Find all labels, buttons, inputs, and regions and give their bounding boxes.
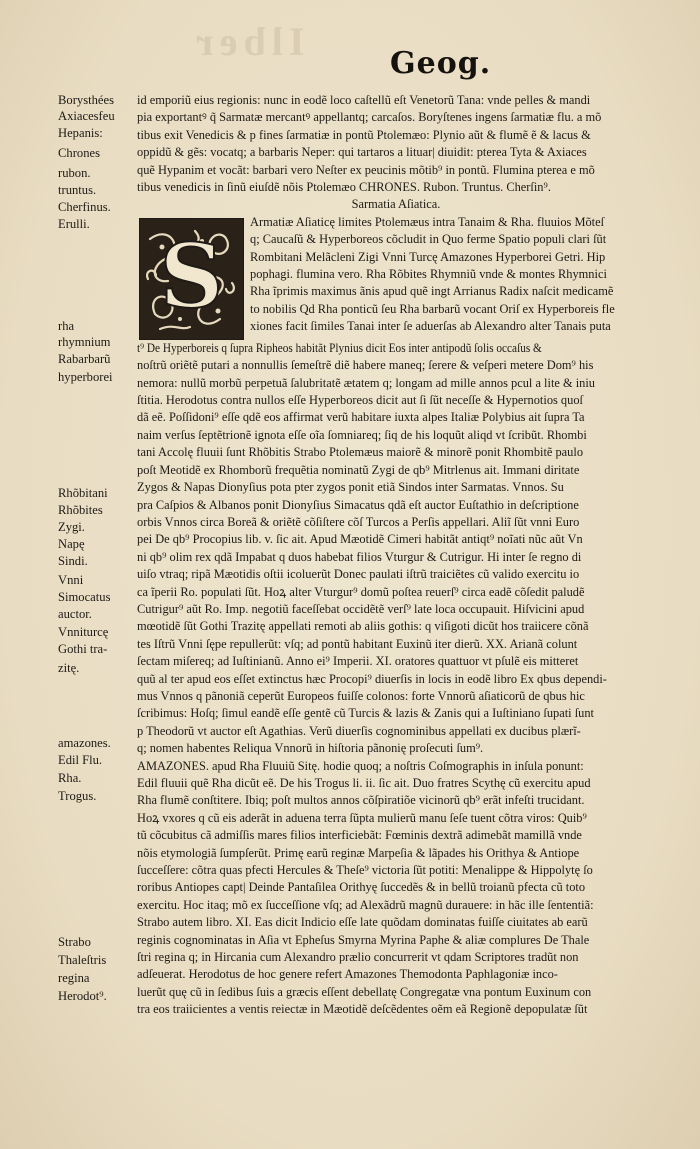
text-line: exercitu. Hoc itaq; mõ ex ſucceſſione vſq; ad Alexãdrũ magnũ durauere: in hãc ille ſententiã: bbox=[137, 897, 594, 912]
text-line: Rha flumẽ conſtitere. Ibiq; poſt multos annos cõſpiratiõe vicinorũ qb⁹ erãt infeſti trucidant. bbox=[137, 793, 585, 808]
margin-note: Axiacesfeu bbox=[58, 109, 115, 123]
margin-note: Erulli. bbox=[58, 217, 90, 231]
text-line: tra eos traiicientes a ventis reiectæ in Mæotidẽ deſcẽdentes oẽm eã Regionẽ depopulatæ ſũt bbox=[137, 1002, 588, 1017]
text-line: quẽ Hypanim et vocãt: barbari vero Neſter ex peucinis mõtib⁹ in pontũ. Flumina pterea e mõ bbox=[137, 162, 595, 177]
text-line: q; Caucaſũ & Hyperboreos cõcludit in Quo ferme Spatio populi clari ſũt bbox=[250, 232, 607, 247]
text-line: Cutrigur⁹ aũt Ro. Imp. negotiũ faceſſebat occidẽtẽ verſ⁹ late loca occupauit. Hiſvicini apud bbox=[137, 601, 585, 616]
text-line: ſectam miſereq; ad Iuſtinianũ. Anno ei⁹ Imperii. XI. oratores quattuor vt pſulẽ eis mitteret bbox=[137, 654, 579, 669]
text-line: luerũt quę cũ in ſedibus ſuis a græcis eſſent debellatę Congregatæ vna pontum Euxinum con bbox=[137, 984, 592, 999]
text-line: dã eẽ. Poſſidoni⁹ eſſe qdẽ eos affirmat verũ habitare iuxta alpes Italiæ Polybius ait ſupra Ta bbox=[137, 410, 585, 425]
text-line: naim verſus ſeptẽtrionẽ ignota eſſe oĩa ſomniareq; ſiq de his loquũt aliqd vt ſcribũt. Rhombi bbox=[137, 427, 587, 442]
margin-note: Zygi. bbox=[58, 520, 85, 534]
margin-note: Trogus. bbox=[58, 789, 97, 803]
text-line: ſucceſſere: cõtra quas pfecti Hercules & Theſe⁹ victoria ſũt potiti: Menalippe & Hippolytę ſo bbox=[137, 863, 593, 878]
main-text bbox=[137, 92, 655, 1019]
text-line: Strabo autem libro. XI. Eas dicit Indicio eſſe late quõdam dominatas fuiſſe ciuitates ab earũ bbox=[137, 915, 588, 930]
margin-note: Herodot⁹. bbox=[58, 989, 107, 1003]
paragraph-boristhenes bbox=[137, 92, 655, 196]
text-line: id emporiũ eius regionis: nunc in eodẽ loco caſtellũ eſt Venetorũ Tana: vnde pelles & mandi bbox=[137, 93, 591, 107]
margin-note: Rabarbarũ bbox=[58, 352, 111, 366]
text-line: ſtri regina q; in Hircania cum Alexandro prælio concurrerit vt qdam Scriptores tradũt non bbox=[137, 950, 579, 965]
margin-notes bbox=[58, 92, 134, 1052]
text-line: orbis Vnnos circa Boreã & oriẽtẽ cõſiſtere cõſ Turcos a Perſis appellari. Aliĩ ſũt vnni Euro bbox=[137, 514, 580, 529]
text-line: nemora: nullũ morbũ perpetuã ſalubritatẽ ætatem q; longam ad mille annos pcul a lite & iniu bbox=[137, 375, 595, 390]
text-line: adſeuerat. Herodotus de hoc genere refert Amazones Themodonta Paphlagoniæ inco- bbox=[137, 967, 558, 982]
margin-note: Simocatus bbox=[58, 590, 111, 604]
text-line: ca ĩperii Ro. populati ſũt. Hoꝝ alter Vturgur⁹ domũ poſtea reuerſ⁹ circa eadẽ cõſedit paludẽ bbox=[137, 584, 585, 599]
text-line: nõis etymologiã ſumpſerũt. Primę earũ reginæ Marpeſia & lãpades his Orithya & Antiope bbox=[137, 845, 580, 860]
margin-note: truntus. bbox=[58, 183, 97, 197]
margin-note: rhymnium bbox=[58, 335, 111, 349]
margin-note: Cherfinus. bbox=[58, 200, 111, 214]
margin-note: Vnni bbox=[58, 573, 84, 587]
text-line: q; nomen habentes Reliqua Vnnorũ in hiſtoria pãnonię proſecuti ſum⁹. bbox=[137, 741, 484, 756]
text-line: mus Vnnos q pãnoniã ceperũt Europeos fuiſſe colonos: forte Vnnorũ aſiaticorũ de qbus hic bbox=[137, 688, 585, 703]
text-line: Rha ĩprimis maximus ãnis apud quẽ ingt Arrianus Radix naſcit medicamẽ bbox=[250, 284, 614, 299]
text-line: pia exportantꝰ q̃ Sarmatæ mercantꝰ appellantq; carcaſos. Boryſtenes ingens ſarmatiæ flu. a mõ bbox=[137, 110, 602, 125]
margin-note: Hepanis: bbox=[58, 126, 103, 140]
margin-note: rha bbox=[58, 319, 75, 333]
text-line: tibus venedicis in ſinũ eiuſdẽ nõis Ptolemæo CHRONES. Rubon. Truntus. Cherſin⁹. bbox=[137, 180, 551, 195]
text-line: pophagi. flumina vero. Rha Rõbites Rhymniũ vnde & montes Rhymnici bbox=[250, 267, 607, 282]
text-line: Armatiæ Aſiaticę limites Ptolemæus intra Tanaim & Rha. fluuios Mõteſ bbox=[250, 214, 605, 229]
margin-note: Sindi. bbox=[58, 554, 88, 568]
margin-note: Rhõbites bbox=[58, 503, 103, 517]
decorated-initial-s bbox=[139, 218, 244, 340]
margin-note: Napę bbox=[58, 537, 85, 551]
text-line: pra Caſpios & Albanos ponit Dionyſius Simacatus qdã eſt auctor Euſtathio in deſcriptione bbox=[137, 497, 579, 512]
sarmatia-asiatica-section bbox=[137, 214, 655, 758]
text-line: noſtrũ oriẽtẽ putari a nonnullis ſemeſtrẽ diẽ habere maneq; ſerere & veſperi metere Dom⁹ his bbox=[137, 358, 594, 373]
margin-note: Strabo bbox=[58, 935, 91, 949]
margin-note: Borysthées bbox=[58, 93, 114, 107]
margin-note: auctor. bbox=[58, 607, 92, 621]
section-heading: Sarmatia Aſiatica. bbox=[351, 197, 441, 212]
text-line: ni qb⁹ olim rex qdã Impabat q duos habebat filios Vturgur & Cutrigur. Hi inter ſe regno di bbox=[137, 549, 582, 564]
text-line: uiſo vtraq; ripã Mæotidis oſtii icoluerũt Donec paulati iſtrũ traiciẽtes cũ valido exercitu io bbox=[137, 567, 580, 582]
text-line: quũ al ter apud eos eſſet extinctus hæc Procopi⁹ diuerſis in locis in eodẽ libro Ex qbus dependi- bbox=[137, 671, 607, 686]
text-line: Rombitani Melãcleni Zigi Vnni Turcę Amazones Hyperborei Getri. Hip bbox=[250, 249, 606, 264]
text-line: tani Accolę fluuii ſunt Rhõbitis Strabo Ptolemæus maiorẽ & minorẽ ponit Rhombitẽ paulo bbox=[137, 445, 584, 460]
text-line: p Theodorũ vt auctor eſt Agathias. Verũ diuerſis cognominibus appellati ex ducibus plærĩ- bbox=[137, 723, 581, 738]
text-line: roribus Antiopes capt| Deinde Pantaſilea Orithyę ſuccedẽs & in bellũ troianũ pfecta cũ toto bbox=[137, 880, 586, 895]
text-line: t⁹ De Hyperboreis q ſupra Ripheos habitãt Plynius dicit Eos inter antipodũ ſolis occaſus & bbox=[137, 340, 542, 355]
text-line: AMAZONES. apud Rha Fluuiũ Sitę. hodie quoq; a noſtris Coſmographis in inſula ponunt: bbox=[137, 758, 584, 773]
margin-note: Gothi tra- bbox=[58, 642, 108, 656]
text-line: pei De qb⁹ Procopius lib. v. ſic ait. Apud Mæotidẽ Cimeri habitãt antiqt⁹ noĩati nũc aũt Vn bbox=[137, 532, 583, 547]
text-line: ſcribimus: Hoſq; ſimul eandẽ eſſe gentẽ cũ Turcis & lazis & Zanis qui a Iuſtiniano ſupati ſunt bbox=[137, 706, 595, 721]
text-line: oppidũ & gẽs: vocatq; a barbaris Neper: qui tartaros a lituar| diuidit: pterea Tyta & Axiaces bbox=[137, 145, 587, 160]
margin-note: zitę. bbox=[58, 661, 80, 675]
text-line: xiones facit ſimiles Tanai inter ſe aduerſas ab Alexandro alter Tanais puta bbox=[250, 319, 611, 334]
margin-note: rubon. bbox=[58, 166, 91, 180]
margin-note: regina bbox=[58, 971, 90, 985]
foliage-ornament-icon bbox=[140, 219, 243, 339]
text-line: Hoꝝ vxores q cũ eis aderãt in aduena terra ſũpta mulierũ manu ſeſe tuent cõtra viros: Quib⁹ bbox=[137, 810, 587, 825]
paragraph-amazones bbox=[137, 758, 655, 1019]
text-line: Edil fluuii quẽ Rha dicũt eẽ. De his Trogus li. ii. ſic ait. Duo fratres Scythę cũ exercitu apud bbox=[137, 776, 591, 790]
margin-note: Thaleſtris bbox=[58, 953, 107, 967]
bleed-through-text: Ilber bbox=[190, 19, 305, 64]
text-line: to nobilis Qd Rha ponticũ ſeu Rha barbarũ vocant Oriſ ex Hyperboreis fle bbox=[250, 301, 615, 316]
text-line: tes Iſtrũ Vnni ſępe repullerũt: vſq; ad pontũ habitant Euxinũ iter dierũ. XX. Arianã colunt bbox=[137, 636, 578, 651]
margin-note: Vnniturcę bbox=[58, 625, 109, 639]
running-head: Geog. bbox=[390, 46, 492, 81]
margin-note: amazones. bbox=[58, 736, 111, 750]
text-line: Zygos & Napas Dionyſius pota pter zygos ponit etiã Sindos inter Sarmatas. Vnnos. Su bbox=[137, 480, 564, 495]
text-line: poſt Meotidẽ ex Rhomborũ frequẽtia nominatũ Zygi de qb⁹ Mitrlenus ait. Immani diritate bbox=[137, 462, 580, 477]
margin-note: hyperborei bbox=[58, 370, 113, 384]
margin-note: Rha. bbox=[58, 771, 82, 785]
text-line: reginis cognominatas in Aſia vt Epheſus Smyrna Myrina Paphe & aliæ complures De Thale bbox=[137, 932, 590, 947]
margin-note: Chrones bbox=[58, 146, 100, 160]
margin-note: Rhõbitani bbox=[58, 486, 108, 500]
text-line: tũ cõcubitus cã admiſſis mares filios interficiebãt: Fœminis dextrã adimebãt mamillã vnde bbox=[137, 828, 582, 843]
text-line: ſtitia. Herodotus contra nullos eſſe Hyperboreos dicit aut ſi ſũt neceſſe & Hypernotios quoſ bbox=[137, 393, 583, 408]
margin-note: Edil Flu. bbox=[58, 753, 103, 767]
initial-letter: S bbox=[159, 223, 224, 328]
text-line: tibus exit Venedicis & p fines ſarmatiæ in pontũ Ptolemæo: Plynio aũt & flumẽ ẽ & lacus & bbox=[137, 127, 591, 142]
text-line: mœotidẽ ſũt Gothi Trazitę appellati remoti ab aliis gothis: q viſigoti dicũt hos traiicere cõnã bbox=[137, 619, 589, 634]
